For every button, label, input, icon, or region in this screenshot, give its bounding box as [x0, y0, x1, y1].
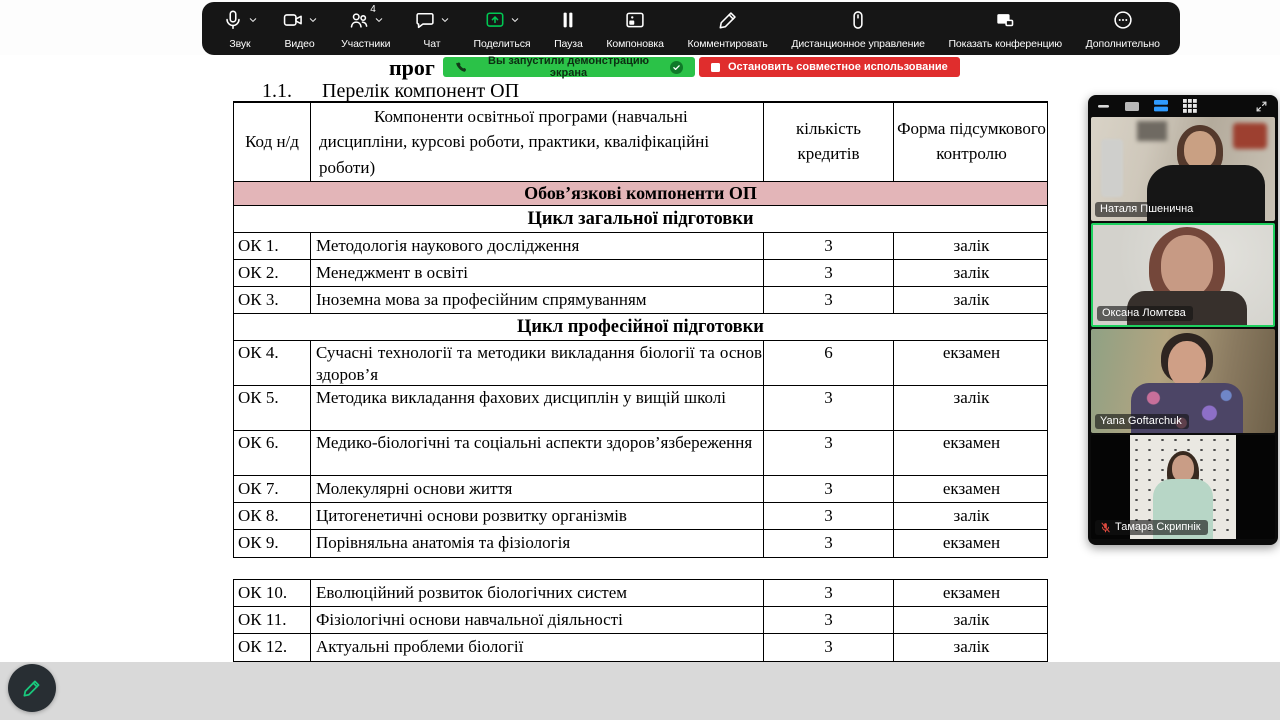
- chevron-down-icon[interactable]: [248, 15, 258, 25]
- share-screen-icon: [484, 9, 506, 31]
- table-row: [234, 287, 1047, 314]
- toolbar-item-label: Компоновка: [606, 38, 664, 50]
- annotation-pencil-button[interactable]: [8, 664, 56, 712]
- toolbar-item-participants[interactable]: [339, 4, 392, 50]
- show-conference-icon: [994, 9, 1016, 31]
- participant-name: Yana Goftarchuk: [1100, 415, 1182, 427]
- row-code: ОК 4.: [234, 341, 311, 385]
- row-code: ОК 7.: [234, 476, 311, 502]
- participant-name-label: [1097, 306, 1193, 321]
- row-credits: 3: [764, 607, 894, 633]
- page-outside-area: [0, 662, 1280, 720]
- row-control-form: залік: [953, 236, 990, 255]
- row-code: ОК 6.: [234, 431, 311, 475]
- row-code: ОК 3.: [234, 287, 311, 313]
- document-heading-fragment: прог: [389, 55, 435, 80]
- document-section-line: [262, 80, 519, 103]
- row-control-form: екзамен: [942, 583, 1001, 602]
- toolbar-item-label: Видео: [284, 38, 315, 50]
- toolbar-item-pause[interactable]: [552, 8, 585, 50]
- chat-icon: [414, 9, 436, 31]
- toolbar-item-label: Пауза: [554, 38, 583, 50]
- row-code: ОК 10.: [234, 580, 311, 606]
- participants-icon: [348, 9, 370, 31]
- row-credits: 6: [764, 341, 894, 385]
- stop-share-label: Остановить совместное использование: [728, 61, 948, 73]
- toolbar-iconrow: [282, 8, 318, 32]
- table-row: [234, 503, 1047, 530]
- video-panel-header: [1088, 95, 1278, 117]
- row-component-name: Цитогенетичні основи розвитку організмів: [311, 503, 764, 529]
- stop-icon: [711, 63, 720, 72]
- toolbar-item-label: Показать конференцию: [948, 38, 1063, 50]
- toolbar-item-annotate[interactable]: [685, 8, 769, 50]
- toolbar-iconrow: [847, 8, 869, 32]
- table-row: [234, 634, 1047, 661]
- row-control-form: екзамен: [942, 343, 1001, 362]
- toolbar-item-audio[interactable]: [220, 8, 260, 50]
- participant-name-label: [1095, 520, 1208, 535]
- toolbar-item-share[interactable]: [472, 8, 533, 50]
- toolbar-iconrow: [484, 8, 520, 32]
- row-code: ОК 12.: [234, 634, 311, 661]
- chevron-down-icon[interactable]: [308, 15, 318, 25]
- participant-video[interactable]: [1091, 329, 1275, 433]
- microphone-icon: [222, 9, 244, 31]
- row-credits: 3: [764, 431, 894, 475]
- row-component-name: Сучасні технології та методики викладання біології та основ здоров’я: [311, 341, 764, 385]
- table-row: [234, 341, 1047, 386]
- header-code: Код н/д: [234, 103, 311, 181]
- toolbar-iconrow: [994, 8, 1016, 32]
- toolbar-item-label: Участники: [341, 38, 391, 50]
- row-component-name: Актуальні проблеми біології: [311, 634, 764, 661]
- table-row: [234, 260, 1047, 287]
- participant-video[interactable]: [1091, 435, 1275, 539]
- sharing-active-banner: [443, 57, 695, 77]
- expand-icon[interactable]: [1255, 100, 1268, 113]
- row-component-name: Методологія наукового дослідження: [311, 233, 764, 259]
- participant-name: Тамара Скрипнік: [1115, 521, 1201, 533]
- row-code: ОК 11.: [234, 607, 311, 633]
- table-header-row: [234, 103, 1047, 182]
- table-row: [234, 233, 1047, 260]
- participants-count-badge: 4: [370, 4, 376, 15]
- row-code: ОК 5.: [234, 386, 311, 430]
- program-components-table-continued: [233, 579, 1048, 662]
- row-credits: 3: [764, 260, 894, 286]
- video-thumbnails: [1088, 117, 1278, 539]
- row-component-name: Молекулярні основи життя: [311, 476, 764, 502]
- program-components-table: [233, 101, 1048, 558]
- section-professional-training: Цикл професійної підготовки: [234, 314, 1047, 341]
- header-credits: кількість кредитів: [764, 103, 894, 181]
- speaker-view-icon[interactable]: [1125, 101, 1140, 112]
- row-code: ОК 9.: [234, 530, 311, 557]
- chevron-down-icon[interactable]: [440, 15, 450, 25]
- row-component-name: Еволюційний розвиток біологічних систем: [311, 580, 764, 606]
- section-number: 1.1.: [262, 80, 292, 102]
- participant-name-label: [1095, 414, 1189, 429]
- header-components: [311, 103, 764, 181]
- toolbar-iconrow: [624, 8, 646, 32]
- row-component-name: Медико-біологічні та соціальні аспекти здоров’язбереження: [311, 431, 764, 475]
- pause-icon: [557, 9, 579, 31]
- row-code: ОК 2.: [234, 260, 311, 286]
- row-credits: 3: [764, 530, 894, 557]
- toolbar-iconrow: [717, 8, 739, 32]
- row-credits: 3: [764, 580, 894, 606]
- stop-share-button[interactable]: [699, 57, 960, 77]
- row-code: ОК 8.: [234, 503, 311, 529]
- row-code: ОК 1.: [234, 233, 311, 259]
- annotate-icon: [717, 9, 739, 31]
- participant-name: Наталя Пшенична: [1100, 203, 1194, 215]
- toolbar-item-video[interactable]: [280, 8, 320, 50]
- mic-muted-icon: [1100, 522, 1111, 533]
- gallery-view-icon[interactable]: [1183, 99, 1198, 113]
- strip-view-icon-active[interactable]: [1154, 100, 1169, 112]
- row-control-form: залік: [953, 290, 990, 309]
- section-general-training: Цикл загальної підготовки: [234, 206, 1047, 233]
- row-component-name: Порівняльна анатомія та фізіологія: [311, 530, 764, 557]
- header-components-text: Компоненти освітньої програми (навчальні дисципліни, курсові роботи, практики, кваліфікаційні роботи): [319, 106, 710, 177]
- table-row: [234, 607, 1047, 634]
- share-banner-row: [443, 57, 960, 77]
- row-component-name: Фізіологічні основи навчальної діяльності: [311, 607, 764, 633]
- toolbar-item-remote-control[interactable]: [789, 8, 927, 50]
- section-title: Перелік компонент ОП: [322, 80, 520, 102]
- row-control-form: екзамен: [942, 533, 1001, 552]
- minimize-icon[interactable]: [1098, 101, 1111, 111]
- row-component-name: Методика викладання фахових дисциплін у вищій школі: [311, 386, 764, 430]
- row-credits: 3: [764, 386, 894, 430]
- toolbar-iconrow: [557, 8, 579, 32]
- table-row: [234, 431, 1047, 476]
- sharing-banner-text: Вы запустили демонстрацию экрана: [488, 55, 649, 79]
- camera-icon: [282, 9, 304, 31]
- table-row: [234, 530, 1047, 557]
- row-control-form: залік: [953, 388, 990, 407]
- toolbar-item-layout[interactable]: [604, 8, 666, 50]
- mandatory-components-band: Обов’язкові компоненти ОП: [234, 182, 1047, 206]
- participants-video-panel: [1088, 95, 1278, 545]
- toolbar-iconrow: [1112, 8, 1134, 32]
- row-credits: 3: [764, 233, 894, 259]
- toolbar-item-more[interactable]: [1084, 8, 1162, 50]
- row-credits: 3: [764, 287, 894, 313]
- toolbar-item-label: Звук: [229, 38, 251, 50]
- toolbar-iconrow: [414, 8, 450, 32]
- toolbar-item-show-conference[interactable]: [946, 8, 1064, 50]
- table-row: [234, 476, 1047, 503]
- row-control-form: залік: [953, 506, 990, 525]
- row-control-form: екзамен: [942, 479, 1001, 498]
- toolbar-iconrow: [348, 4, 384, 32]
- table-row: [234, 580, 1047, 607]
- row-credits: 3: [764, 476, 894, 502]
- participant-video[interactable]: [1091, 223, 1275, 327]
- row-credits: 3: [764, 503, 894, 529]
- chevron-down-icon[interactable]: [374, 15, 384, 25]
- toolbar-item-label: Чат: [423, 38, 441, 50]
- toolbar-item-chat[interactable]: [412, 8, 452, 50]
- pencil-icon: [21, 677, 43, 699]
- row-component-name: Менеджмент в освіті: [311, 260, 764, 286]
- participant-video[interactable]: [1091, 117, 1275, 221]
- row-control-form: залік: [953, 637, 990, 656]
- toolbar-item-label: Комментировать: [687, 38, 768, 50]
- layout-icon: [624, 9, 646, 31]
- chevron-down-icon[interactable]: [510, 15, 520, 25]
- shield-check-icon: [670, 61, 683, 74]
- row-credits: 3: [764, 634, 894, 661]
- header-control-form: Форма підсумкового контролю: [897, 119, 1046, 163]
- toolbar-item-label: Дополнительно: [1085, 38, 1160, 50]
- toolbar-iconrow: [222, 8, 258, 32]
- toolbar-item-label: Поделиться: [473, 38, 531, 50]
- table-row: [234, 386, 1047, 431]
- toolbar-item-label: Дистанционное управление: [791, 38, 925, 50]
- more-icon: [1112, 9, 1134, 31]
- row-control-form: залік: [953, 610, 990, 629]
- participant-name: Оксана Ломтєва: [1102, 307, 1186, 319]
- row-control-form: залік: [953, 263, 990, 282]
- remote-control-icon: [847, 9, 869, 31]
- phone-icon: [455, 61, 467, 73]
- participant-name-label: [1095, 202, 1200, 217]
- row-component-name: Іноземна мова за професійним спрямуванням: [311, 287, 764, 313]
- meeting-toolbar: [202, 2, 1180, 55]
- row-control-form: екзамен: [942, 433, 1001, 452]
